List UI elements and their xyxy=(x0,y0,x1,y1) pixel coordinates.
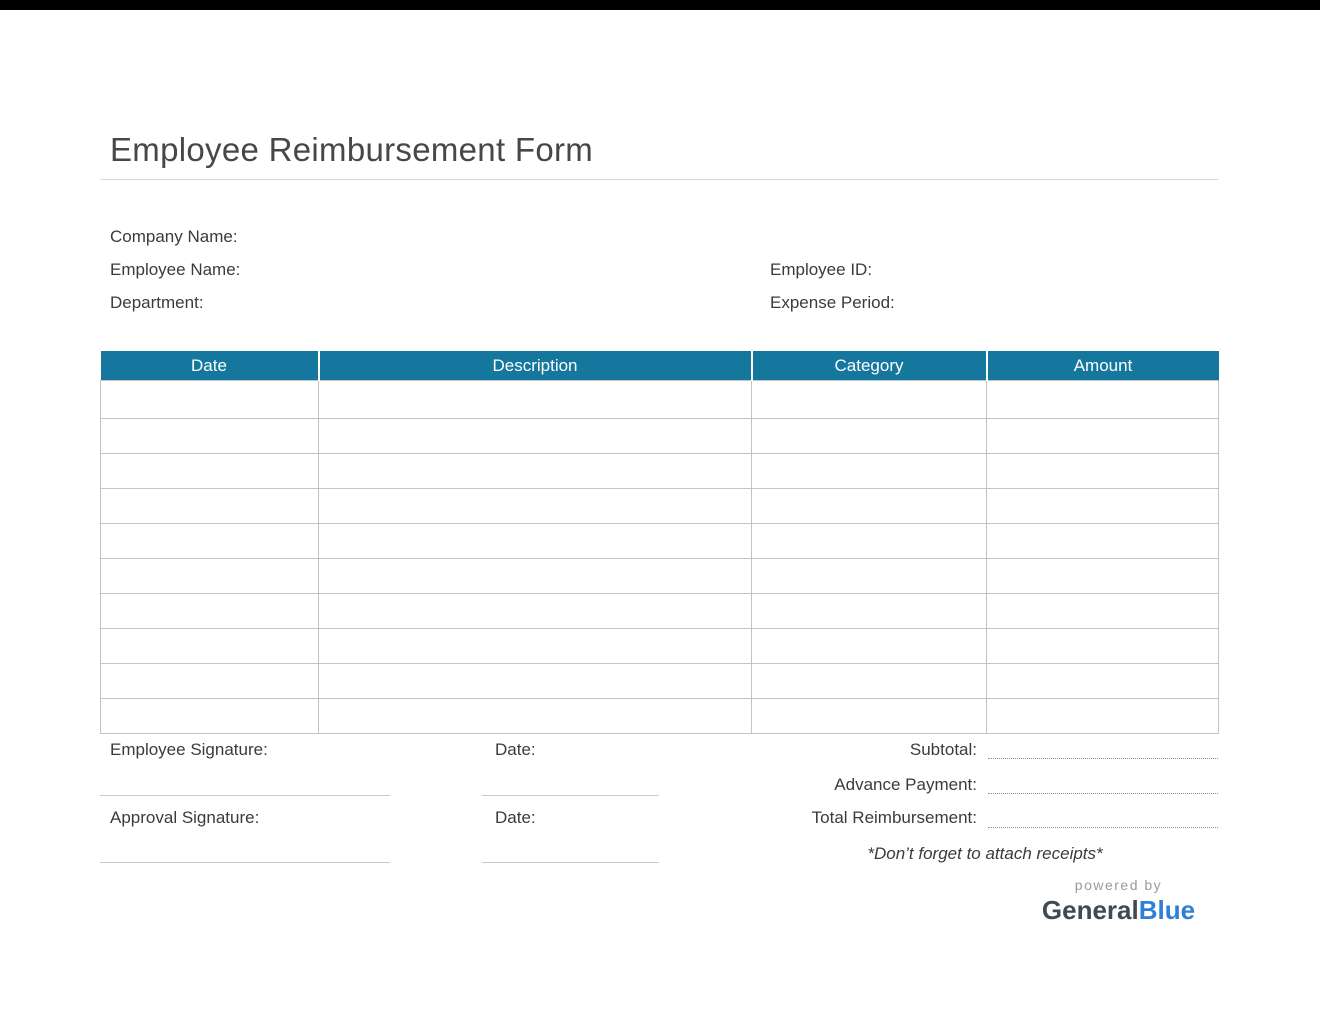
page-title: Employee Reimbursement Form xyxy=(110,131,594,168)
total-reimbursement-field xyxy=(988,827,1218,828)
table-cell xyxy=(752,419,987,454)
table-cell xyxy=(752,594,987,629)
expense-table xyxy=(100,351,1219,734)
table-cell xyxy=(987,454,1219,489)
approval-signature-label: Approval Signature: xyxy=(110,808,260,827)
receipts-note: *Don’t forget to attach receipts* xyxy=(867,844,1103,863)
table-cell xyxy=(319,559,752,594)
subtotal-field xyxy=(988,758,1218,759)
table-cell xyxy=(752,524,987,559)
table-cell xyxy=(752,381,987,419)
powered-by-text: powered by xyxy=(1074,877,1163,893)
table-row xyxy=(101,594,1219,629)
table-cell xyxy=(319,454,752,489)
table-cell xyxy=(319,699,752,734)
table-cell xyxy=(987,559,1219,594)
table-cell xyxy=(319,419,752,454)
expense-table-body xyxy=(101,381,1219,734)
table-cell xyxy=(752,699,987,734)
expense-period-label: Expense Period: xyxy=(770,293,895,312)
table-cell xyxy=(101,489,319,524)
table-cell xyxy=(101,664,319,699)
employee-name-label: Employee Name: xyxy=(110,260,241,279)
table-cell xyxy=(319,489,752,524)
brand-blue: Blue xyxy=(1138,895,1196,925)
table-row xyxy=(101,419,1219,454)
table-cell xyxy=(987,629,1219,664)
top-bar xyxy=(0,0,1320,10)
table-cell xyxy=(319,629,752,664)
column-header-category: Category xyxy=(752,351,987,381)
approval-date-line xyxy=(482,862,659,863)
table-cell xyxy=(752,454,987,489)
table-cell xyxy=(987,524,1219,559)
title-divider xyxy=(100,179,1218,180)
employee-date-line xyxy=(482,795,659,796)
table-cell xyxy=(319,594,752,629)
table-cell xyxy=(987,381,1219,419)
column-header-amount: Amount xyxy=(987,351,1219,381)
table-row xyxy=(101,629,1219,664)
table-cell xyxy=(101,454,319,489)
table-row xyxy=(101,454,1219,489)
approval-date-label: Date: xyxy=(495,808,536,827)
table-cell xyxy=(101,524,319,559)
table-row xyxy=(101,381,1219,419)
table-cell xyxy=(101,559,319,594)
subtotal-label: Subtotal: xyxy=(909,740,977,759)
table-row xyxy=(101,664,1219,699)
brand-general: General xyxy=(1041,895,1139,925)
total-reimbursement-label: Total Reimbursement: xyxy=(811,808,977,827)
column-header-description: Description xyxy=(319,351,752,381)
table-cell xyxy=(101,629,319,664)
table-cell xyxy=(987,664,1219,699)
employee-signature-line xyxy=(100,795,390,796)
table-row xyxy=(101,699,1219,734)
department-label: Department: xyxy=(110,293,204,312)
employee-id-label: Employee ID: xyxy=(770,260,873,279)
table-cell xyxy=(319,381,752,419)
table-row xyxy=(101,489,1219,524)
table-cell xyxy=(752,664,987,699)
approval-signature-line xyxy=(100,862,390,863)
brand-logo xyxy=(1019,895,1218,926)
column-header-date: Date xyxy=(101,351,319,381)
table-cell xyxy=(987,699,1219,734)
table-cell xyxy=(752,489,987,524)
table-cell xyxy=(101,699,319,734)
company-name-label: Company Name: xyxy=(110,227,238,246)
advance-payment-field xyxy=(988,793,1218,794)
table-cell xyxy=(101,381,319,419)
table-cell xyxy=(987,594,1219,629)
table-row xyxy=(101,559,1219,594)
table-cell xyxy=(101,594,319,629)
table-header-row xyxy=(101,351,1219,381)
table-cell xyxy=(101,419,319,454)
employee-signature-label: Employee Signature: xyxy=(110,740,268,759)
table-row xyxy=(101,524,1219,559)
table-cell xyxy=(987,419,1219,454)
advance-payment-label: Advance Payment: xyxy=(834,775,977,794)
table-cell xyxy=(987,489,1219,524)
table-cell xyxy=(319,524,752,559)
table-cell xyxy=(319,664,752,699)
employee-date-label: Date: xyxy=(495,740,536,759)
table-cell xyxy=(752,559,987,594)
table-cell xyxy=(752,629,987,664)
